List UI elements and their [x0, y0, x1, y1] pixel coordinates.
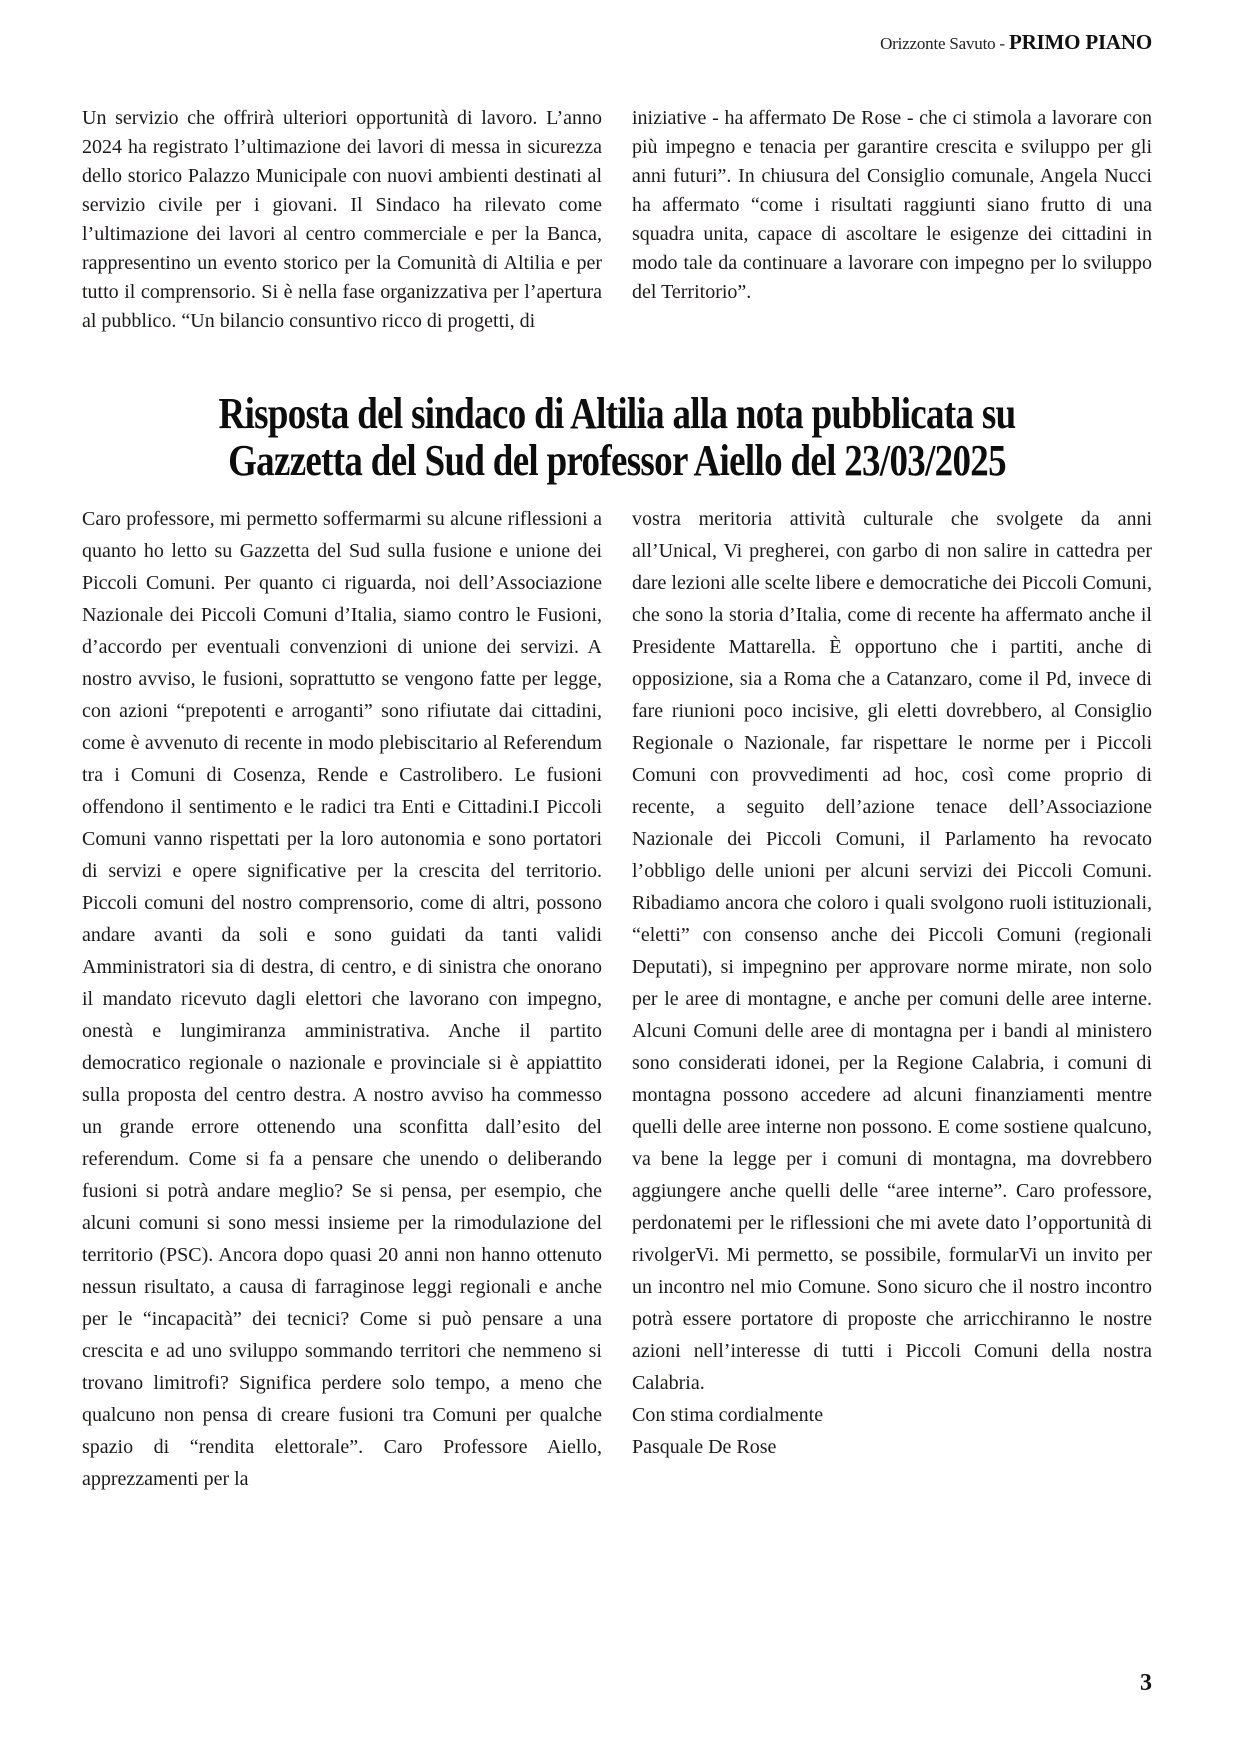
article-column-left: Caro professore, mi permetto soffermarmi su alcune riflessioni a quanto ho letto su Gazzetta del Sud sulla fusione e unione dei Piccoli Comuni. Per quanto ci riguarda, noi dell’Associazione Nazionale dei Piccoli Comuni d’Italia, siamo contro le Fusioni, d’accordo per eventuali convenzioni di unione dei servizi. A nostro avviso, le fusioni, soprattutto se vengono fatte per legge, con azioni “prepotenti e arroganti” sono rifiutate dai cittadini, come è avvenuto di recente in modo plebiscitario al Referendum tra i Comuni di Cosenza, Rende e Castrolibero. Le fusioni offendono il sentimento e le radici tra Enti e Cittadini.I Piccoli Comuni vanno rispettati per la loro autonomia e sono portatori di servizi e opere significative per la crescita del territorio. Piccoli comuni del nostro comprensorio, come di altri, possono andare avanti da soli e sono guidati da tanti validi Amministratori sia di destra, di centro, e di sinistra che onorano il mandato ricevuto dagli elettori che lavorano con impegno, onestà e lungimiranza amministrativa. Anche il partito democratico regionale o nazionale e provinciale si è appiattito sulla proposta del centro destra. A nostro avviso ha commesso un grande errore ottenendo una sconfitta dall’esito del referendum. Come si fa a pensare che unendo o deliberando fusioni si potrà andare meglio? Se si pensa, per esempio, che alcuni comuni si sono messi insieme per la rimodulazione del territorio (PSC). Ancora dopo quasi 20 anni non hanno ottenuto nessun risultato, a causa di farraginose leggi regionali e anche per le “incapacità” dei tecnici? Come si può pensare a una crescita e ad uno sviluppo sommando territori che nemmeno si trovano limitrofi? Significa perdere solo tempo, a meno che qualcuno non pensa di creare fusioni tra Comuni per qualche spazio di “rendita elettorale”. Caro Professore Aiello, apprezzamenti per la — [82, 508, 602, 1490]
page-number: 3 — [1140, 1670, 1152, 1696]
article-headline — [82, 390, 1152, 484]
publication-name: Orizzonte Savuto - — [880, 34, 1009, 53]
section-title: PRIMO PIANO — [1008, 30, 1152, 54]
headline-line-2: Gazzetta del Sud del professor Aiello del 23/03/2025 — [228, 436, 1006, 485]
intro-paragraph-right: iniziative - ha affermato De Rose - che ci stimola a lavorare con più impegno e tenacia per garantire crescita e sviluppo per gli anni futuri”. In chiusura del Consiglio comunale, Angela Nucci ha affermato “come i risultati raggiunti siano frutto di una squadra unita, capace di ascoltare le esigenze dei cittadini in modo tale da continuare a lavorare con impegno per lo sviluppo del Territorio”. — [632, 107, 1152, 303]
intro-paragraph-left: Un servizio che offrirà ulteriori opportunità di lavoro. L’anno 2024 ha registrato l’ultimazione dei lavori di messa in sicurezza dello storico Palazzo Municipale con nuovi ambienti destinati al servizio civile per i giovani. Il Sindaco ha rilevato come l’ultimazione dei lavori al centro commerciale e per la Banca, rappresentino un evento storico per la Comunità di Altilia e per tutto il comprensorio. Si è nella fase organizzativa per l’apertura al pubblico. “Un bilancio consuntivo ricco di progetti, di — [82, 107, 602, 332]
article-column-right — [632, 503, 1152, 1463]
article-closing: Con stima cordialmente — [632, 1404, 824, 1426]
article-body-right: vostra meritoria attività culturale che svolgete da anni all’Unical, Vi pregherei, con garbo di non salire in cattedra per dare lezioni alle scelte libere e democratiche dei Piccoli Comuni, che sono la storia d’Italia, come di recente ha affermato anche il Presidente Mattarella. È opportuno che i partiti, anche di opposizione, sia a Roma che a Catanzaro, come il Pd, invece di fare riunioni poco incisive, gli eletti dovrebbero, al Consiglio Regionale o Nazionale, far rispettare le norme per i Piccoli Comuni con provvedimenti ad hoc, così come proprio di recente, a seguito dell’azione tenace dell’Associazione Nazionale dei Piccoli Comuni, il Parlamento ha revocato l’obbligo delle unioni per alcuni servizi dei Piccoli Comuni. Ribadiamo ancora che coloro i quali svolgono ruoli istituzionali, “eletti” con consenso anche dei Piccoli Comuni (regionali Deputati), si impegnino per approvare norme mirate, non solo per le aree di montagne, e anche per comuni delle aree interne. Alcuni Comuni delle aree di montagna per i bandi al ministero sono considerati idonei, per la Regione Calabria, i comuni di montagna possono accedere ad alcuni finanziamenti mentre quelli delle aree interne non possono. E come sostiene qualcuno, va bene la legge per i comuni di montagna, ma dovrebbero aggiungere anche quelli delle “aree interne”. Caro professore, perdonatemi per le riflessioni che mi avete dato l’opportunità di rivolgerVi. Mi permetto, se possibile, formularVi un invito per un incontro nel mio Comune. Sono sicuro che il nostro incontro potrà essere portatore di proposte che arricchiranno le nostre azioni nell’interesse di tutti i Piccoli Comuni della nostra Calabria. — [632, 508, 1152, 1394]
headline-line-1: Risposta del sindaco di Altilia alla nota pubblicata su — [218, 389, 1016, 438]
article-signature: Pasquale De Rose — [632, 1436, 777, 1458]
page-header — [880, 30, 1152, 55]
